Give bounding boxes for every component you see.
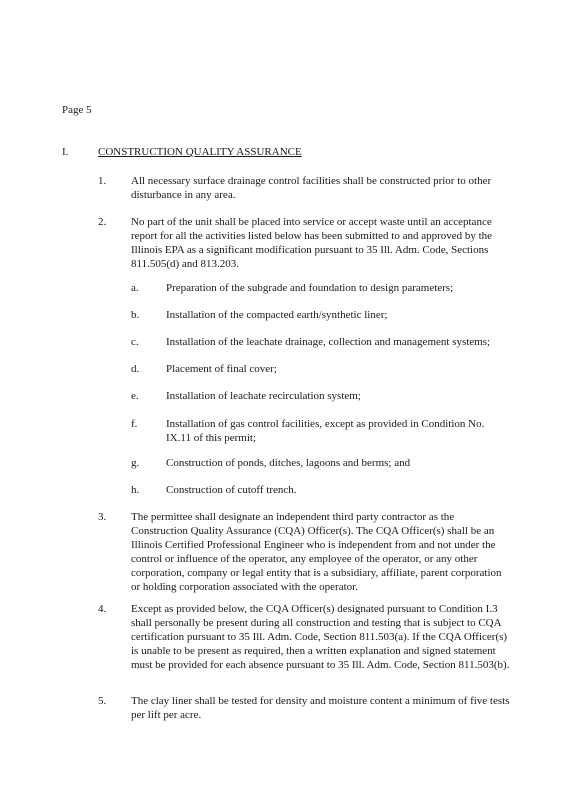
condition-text: All necessary surface drainage control facilities shall be constructed prior to other disturbance in any area. [131, 175, 492, 201]
condition-number: 4. [98, 603, 107, 615]
subcondition-text: Placement of final cover; [166, 363, 277, 375]
subcondition-text: Installation of gas control facilities, except as provided in Condition No. IX.11 of this permit; [166, 418, 485, 444]
subcondition-letter: g. [131, 457, 140, 469]
subcondition-text: Installation of leachate recirculation system; [166, 390, 361, 402]
condition-number: 2. [98, 216, 107, 228]
section-number: I. [62, 146, 69, 158]
subcondition-letter: d. [131, 363, 140, 375]
subcondition-letter: h. [131, 484, 140, 496]
subcondition-text: Construction of cutoff trench. [166, 484, 297, 496]
condition-text: Except as provided below, the CQA Officer(s) designated pursuant to Condition I.3 shall personally be present during all construction and testing that is subject to CQA certification pursuant to 35 Ill. Adm. Code, Section 811.503(a). If the CQA Officer(s) is unable to be present as required, then a written explanation and signed statement must be provided for each absence pursuant to 35 Ill. Adm. Code, Section 811.503(b). [131, 603, 510, 671]
condition-number: 3. [98, 511, 107, 523]
subcondition-text: Installation of the leachate drainage, collection and management systems; [166, 336, 491, 348]
section-title: CONSTRUCTION QUALITY ASSURANCE [98, 146, 302, 158]
subcondition-text: Installation of the compacted earth/synthetic liner; [166, 309, 388, 321]
subcondition-letter: c. [131, 336, 139, 348]
subcondition-letter: e. [131, 390, 139, 402]
condition-number: 1. [98, 175, 107, 187]
condition-text: No part of the unit shall be placed into service or accept waste until an acceptance report for all the activities listed below has been submitted to and approved by the Illinois EPA as a significant modification pursuant to 35 Ill. Adm. Code, Sections 811.505(d) and 813.203. [131, 216, 493, 270]
subcondition-text: Preparation of the subgrade and foundation to design parameters; [166, 282, 454, 294]
subcondition-text: Construction of ponds, ditches, lagoons and berms; and [166, 457, 411, 469]
subcondition-letter: a. [131, 282, 139, 294]
page-number: Page 5 [62, 104, 92, 116]
subcondition-letter: f. [131, 418, 138, 430]
subcondition-letter: b. [131, 309, 140, 321]
condition-text: The permittee shall designate an independent third party contractor as the Construction Quality Assurance (CQA) Officer(s). The CQA Officer(s) shall be an Illinois Certified Professional Engineer who is independent from and not under the control or influence of the operator, any employee of the operator, or any other corporation, company or legal entity that is a subsidiary, affiliate, parent corporation or holding corporation associated with the operator. [131, 511, 502, 593]
condition-text: The clay liner shall be tested for density and moisture content a minimum of five tests per lift per acre. [131, 695, 510, 721]
condition-number: 5. [98, 695, 107, 707]
